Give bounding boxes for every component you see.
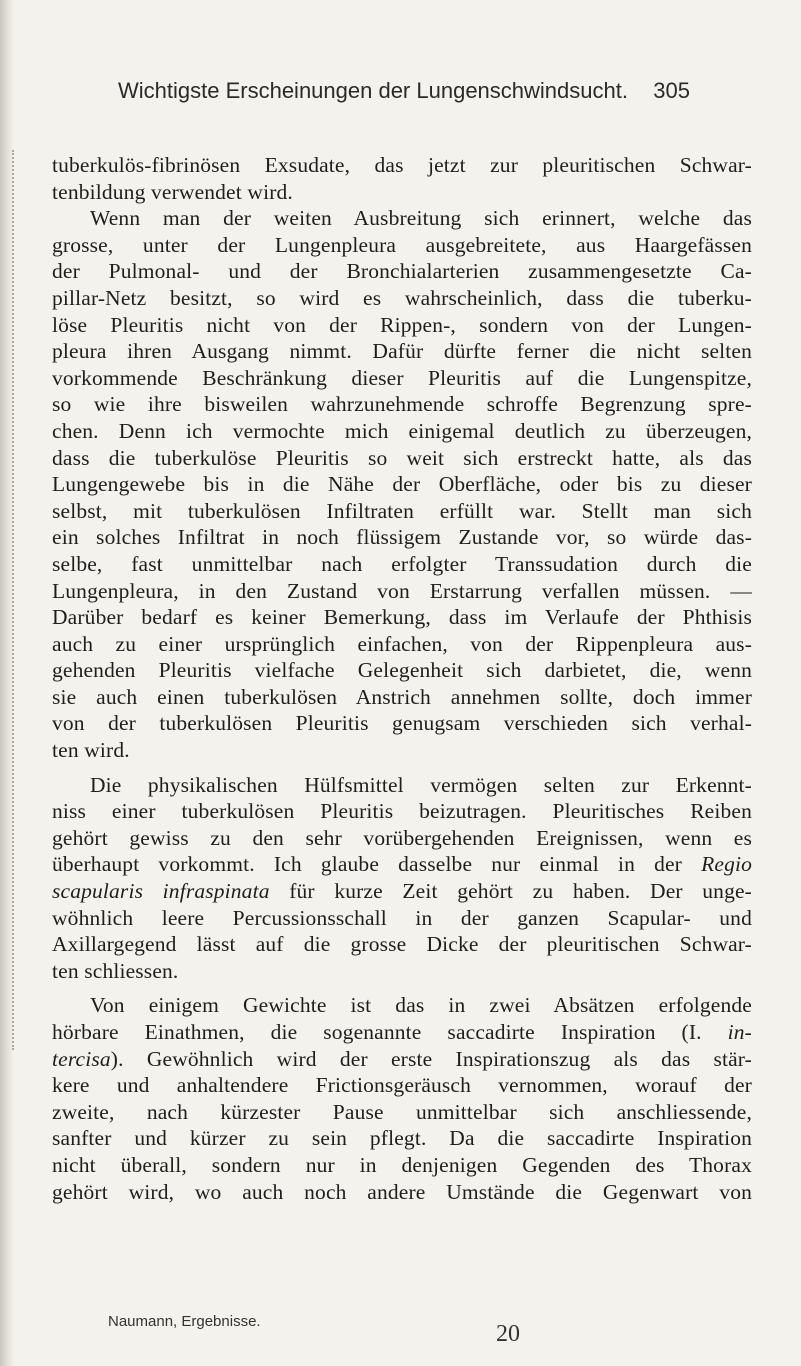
text-segment: für kurze Zeit gehört zu haben. Der unge- [289,879,752,904]
text-line: sie auch einen tuberkulösen Anstrich annehmen sollte, doch immer [52,684,752,709]
text-line: ten wird. [52,738,130,763]
body-text [52,152,752,1205]
text-line: ein solches Infiltrat in noch flüssigem Zustande vor, so würde das- [52,525,752,550]
text-line [52,1046,752,1073]
text-line: auch zu einer ursprünglich einfachen, von der Rippenpleura aus- [52,631,752,656]
text-line: dass die tuberkulöse Pleuritis so weit sich erstreckt hatte, als das [52,445,752,470]
binding-edge-marks [12,150,20,1050]
text-line: der Pulmonal- und der Bronchialarterien zusammengesetzte Ca- [52,259,752,284]
text-line: chen. Denn ich vermochte mich einigemal deutlich zu überzeugen, [52,418,752,443]
text-line: niss einer tuberkulösen Pleuritis beizutragen. Pleuritisches Reiben [52,799,752,824]
text-line: Axillargegend lässt auf die grosse Dicke der pleuritischen Schwar- [52,932,752,957]
text-line: ten schliessen. [52,958,179,983]
text-line: von der tuberkulösen Pleuritis genugsam verschieden sich verhal- [52,711,752,736]
running-header [118,78,690,108]
text-line: tuberkulös-fibrinösen Exsudate, das jetzt zur pleuritischen Schwar- [52,153,752,177]
page-number: 305 [653,78,690,103]
text-segment: ). Gewöhnlich wird der erste Inspirationszug als das stär- [110,1046,752,1071]
latin-term: tercisa [52,1046,111,1071]
signature-mark: 20 [496,1321,520,1347]
text-segment: überhaupt vorkommt. Ich glaube dasselbe nur einmal in der [52,852,682,877]
latin-term: scapularis infraspinata [52,879,270,904]
text-line: löse Pleuritis nicht von der Rippen-, sondern von der Lungen- [52,312,752,337]
text-line: wöhnlich leere Percussionsschall in der ganzen Scapular- und [52,905,752,930]
text-line: selbst, mit tuberkulösen Infiltraten erfüllt war. Stellt man sich [52,498,752,523]
text-line: Von einigem Gewichte ist das in zwei Absätzen erfolgende [90,993,752,1018]
text-line [52,1019,752,1046]
text-line: pleura ihren Ausgang nimmt. Dafür dürfte ferner die nicht selten [52,339,752,364]
text-line: Die physikalischen Hülfsmittel vermögen selten zur Erkennt- [90,772,752,797]
text-line: pillar-Netz besitzt, so wird es wahrscheinlich, dass die tuberku- [52,285,752,310]
text-line: Lungenpleura, in den Zustand von Erstarrung verfallen müssen. — [52,578,752,603]
text-line: Lungengewebe bis in die Nähe der Oberfläche, oder bis zu dieser [52,472,752,497]
text-line: gehört gewiss zu den sehr vorübergehenden Ereignissen, wenn es [52,825,752,850]
latin-term: in- [727,1020,752,1044]
paragraph-2 [52,205,752,763]
text-line: zweite, nach kürzester Pause unmittelbar sich anschliessende, [52,1099,752,1124]
page-footer [108,1313,708,1353]
text-line [52,851,752,878]
text-line: tenbildung verwendet wird. [52,179,293,204]
text-line: grosse, unter der Lungenpleura ausgebreitete, aus Haargefässen [52,232,752,257]
text-line: gehört wird, wo auch noch andere Umstände die Gegenwart von [52,1179,752,1204]
text-line: Wenn man der weiten Ausbreitung sich erinnert, welche das [90,206,752,231]
text-line: selbe, fast unmittelbar nach erfolgter Transsudation durch die [52,551,752,576]
latin-term: Regio [701,852,752,877]
text-segment: hörbare Einathmen, die sogenannte saccadirte Inspiration (I. [52,1020,702,1044]
text-line: nicht überall, sondern nur in denjenigen Gegenden des Thorax [52,1152,752,1177]
text-line: gehenden Pleuritis vielfache Gelegenheit sich darbietet, die, wenn [52,658,752,683]
text-line: so wie ihre bisweilen wahrzunehmende schroffe Begrenzung spre- [52,392,752,417]
text-line: kere und anhaltendere Frictionsgeräusch vernommen, worauf der [52,1073,752,1098]
text-line: Darüber bedarf es keiner Bemerkung, dass im Verlaufe der Phthisis [52,605,752,630]
text-line [52,878,752,905]
paragraph-3 [52,772,752,985]
footer-author: Naumann, Ergebnisse. [108,1313,261,1330]
header-title: Wichtigste Erscheinungen der Lungenschwindsucht. [118,78,628,103]
text-line: vorkommende Beschränkung dieser Pleuritis auf die Lungenspitze, [52,365,752,390]
paragraph-1 [52,152,752,205]
text-line: sanfter und kürzer zu sein pflegt. Da die saccadirte Inspiration [52,1126,752,1151]
paragraph-4 [52,992,752,1205]
